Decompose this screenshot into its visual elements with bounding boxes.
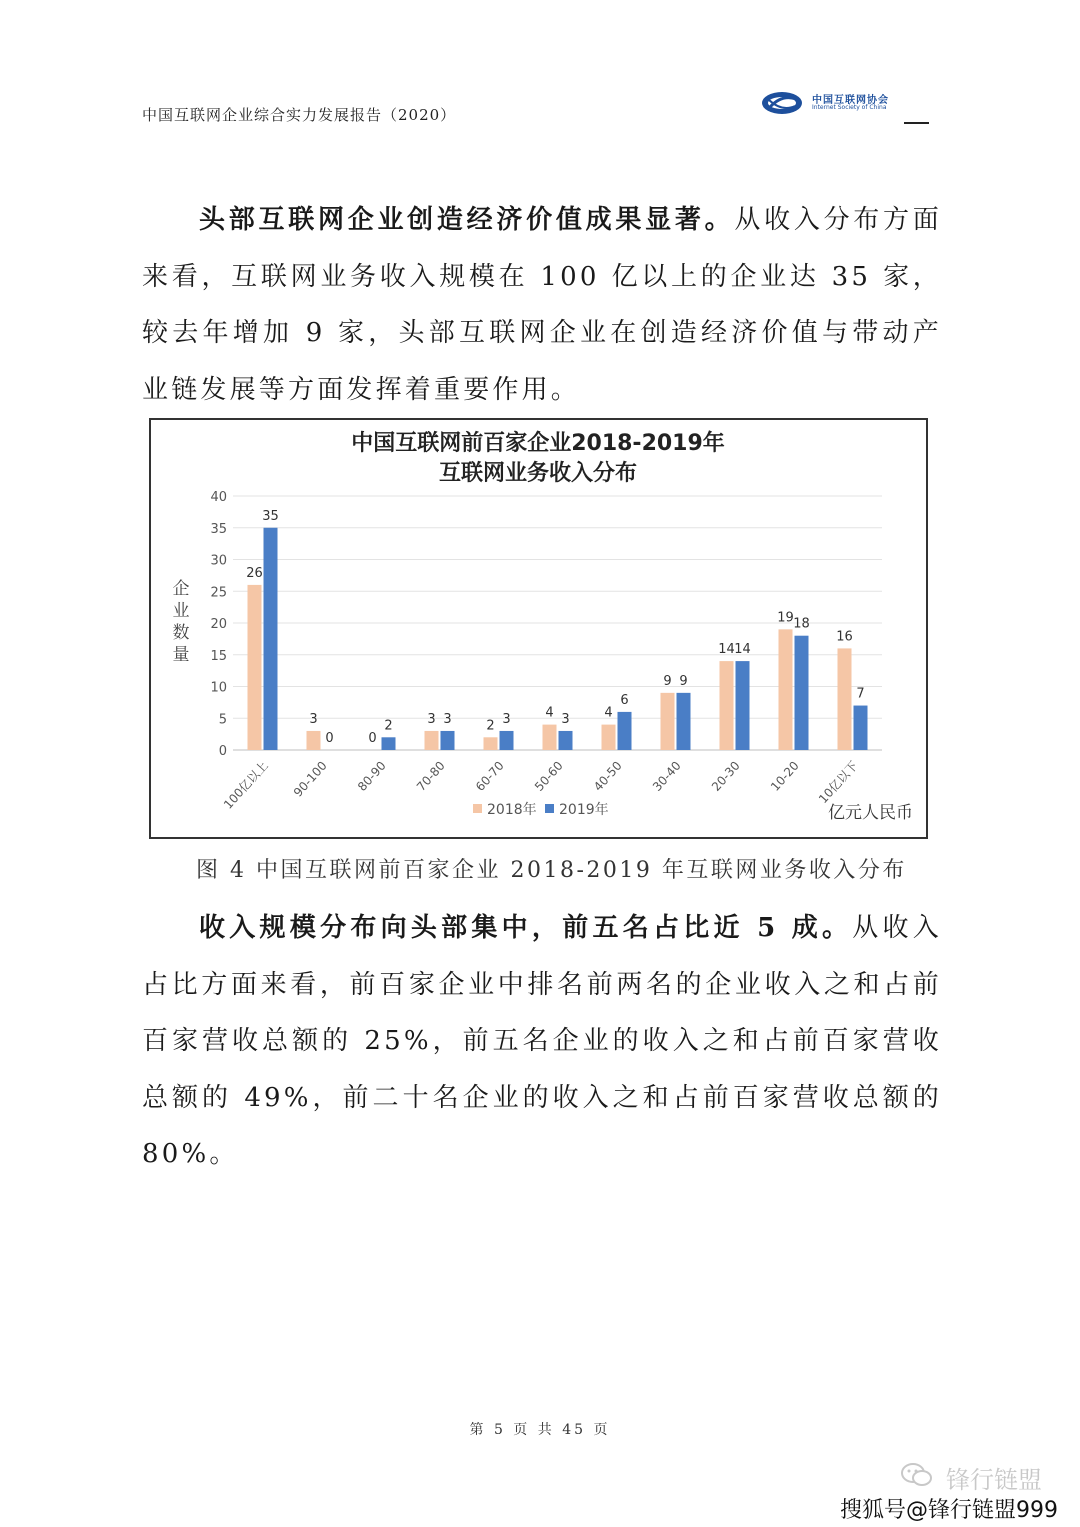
logo-text-en: Internet Society of China xyxy=(812,104,887,111)
paragraph-lead-bold: 头部互联网企业创造经济价值成果显著。 xyxy=(199,205,735,235)
bar-2019年 xyxy=(618,712,632,750)
data-label: 3 xyxy=(427,711,436,727)
y-tick-label: 10 xyxy=(210,680,227,696)
data-label: 35 xyxy=(262,508,279,524)
chart-title-line: 中国互联网前百家企业2018-2019年 xyxy=(351,431,725,456)
logo-text-cn: 中国互联网协会 xyxy=(812,95,889,106)
paragraph-body: 从收入分布方面来看，互联网业务收入规模在 100 亿以上的企业达 35 家，较去年增加 9 家，头部互联网企业在创造经济价值与带动产业链发展等方面发挥着重要作用。 xyxy=(142,205,942,405)
data-label: 4 xyxy=(545,705,554,721)
y-axis-label-char: 企 xyxy=(172,579,190,599)
data-label: 2 xyxy=(486,718,495,734)
figure-caption: 图 4 中国互联网前百家企业 2018-2019 年互联网业务收入分布 xyxy=(196,858,907,883)
x-tick-label: 20-30 xyxy=(708,758,743,794)
chart-svg xyxy=(151,420,926,837)
x-axis-unit: 亿元人民币 xyxy=(828,803,913,823)
y-axis-label-char: 数 xyxy=(172,623,190,643)
data-label: 9 xyxy=(663,673,672,689)
x-tick-label: 70-80 xyxy=(413,758,448,794)
x-tick-label: 10亿以下 xyxy=(816,758,861,807)
x-tick-label: 40-50 xyxy=(590,758,625,794)
bar-2018年 xyxy=(543,725,557,750)
revenue-distribution-chart xyxy=(149,418,928,839)
chart-title-line: 互联网业务收入分布 xyxy=(438,461,638,486)
y-tick-label: 15 xyxy=(210,648,227,664)
header-rule xyxy=(904,122,929,124)
data-label: 0 xyxy=(325,731,334,746)
report-header-title: 中国互联网企业综合实力发展报告（2020） xyxy=(142,106,457,124)
bar-2019年 xyxy=(441,731,455,750)
bar-2018年 xyxy=(720,661,734,750)
y-tick-label: 35 xyxy=(210,521,227,537)
data-label: 19 xyxy=(777,610,794,626)
x-tick-label: 90-100 xyxy=(290,758,330,800)
y-tick-label: 40 xyxy=(210,490,227,505)
y-tick-label: 0 xyxy=(218,744,227,759)
data-label: 3 xyxy=(502,711,511,727)
bar-2018年 xyxy=(307,731,321,750)
bar-2019年 xyxy=(264,528,278,750)
bar-2019年 xyxy=(559,731,573,750)
bar-2018年 xyxy=(248,585,262,750)
x-tick-label: 10-20 xyxy=(767,758,802,794)
data-label: 16 xyxy=(836,629,853,645)
legend-swatch xyxy=(545,804,554,813)
watermark-site: 搜狐号@锋行链盟999 xyxy=(840,1498,1058,1523)
data-label: 18 xyxy=(793,616,810,632)
page-number: 第 5 页 共 45 页 xyxy=(469,1422,611,1438)
y-tick-label: 5 xyxy=(218,712,227,728)
paragraph-body: 从收入占比方面来看，前百家企业中排名前两名的企业收入之和占前百家营收总额的 25%，前五名企业的收入之和占前百家营收总额的 49%，前二十名企业的收入之和占前百家营收总额的 80%。 xyxy=(142,913,942,1169)
paragraph-revenue-concentration xyxy=(142,900,942,1183)
x-tick-label: 30-40 xyxy=(649,758,684,794)
data-label: 26 xyxy=(246,565,263,581)
paragraph-lead-bold: 收入规模分布向头部集中，前五名占比近 5 成。 xyxy=(199,913,853,943)
paragraph-revenue-distribution xyxy=(142,192,942,418)
data-label: 14 xyxy=(718,642,735,658)
data-label: 6 xyxy=(620,692,629,708)
x-tick-label: 80-90 xyxy=(354,758,389,794)
bar-2018年 xyxy=(425,731,439,750)
y-axis-label-char: 量 xyxy=(172,645,190,665)
data-label: 3 xyxy=(443,711,452,727)
bar-2019年 xyxy=(382,737,396,750)
legend-label: 2019年 xyxy=(559,802,609,818)
bar-2019年 xyxy=(500,731,514,750)
y-tick-label: 30 xyxy=(210,553,227,569)
bar-2019年 xyxy=(854,706,868,750)
x-tick-label: 100亿以上 xyxy=(220,758,271,812)
bar-2018年 xyxy=(661,693,675,750)
data-label: 3 xyxy=(561,711,570,727)
bar-2018年 xyxy=(838,648,852,750)
bar-2019年 xyxy=(736,661,750,750)
bar-2019年 xyxy=(677,693,691,750)
data-label: 3 xyxy=(309,711,318,727)
data-label: 9 xyxy=(679,673,688,689)
bar-2018年 xyxy=(602,725,616,750)
data-label: 4 xyxy=(604,705,613,721)
data-label: 7 xyxy=(856,686,865,702)
legend-swatch xyxy=(473,804,482,813)
watermark-channel: 锋行链盟 xyxy=(946,1466,1042,1494)
x-tick-label: 50-60 xyxy=(531,758,566,794)
bar-2018年 xyxy=(779,629,793,750)
data-label: 14 xyxy=(734,642,751,658)
data-label: 2 xyxy=(384,718,393,734)
y-tick-label: 25 xyxy=(210,585,227,601)
bar-2019年 xyxy=(795,636,809,750)
wechat-icon xyxy=(900,1462,934,1488)
y-tick-label: 20 xyxy=(210,617,227,632)
legend-label: 2018年 xyxy=(487,802,537,818)
x-tick-label: 60-70 xyxy=(472,758,507,794)
isc-logo-icon xyxy=(760,86,808,120)
y-axis-label-char: 业 xyxy=(172,601,190,621)
isc-logo xyxy=(760,86,940,120)
bar-2018年 xyxy=(484,737,498,750)
data-label: 0 xyxy=(368,731,377,746)
